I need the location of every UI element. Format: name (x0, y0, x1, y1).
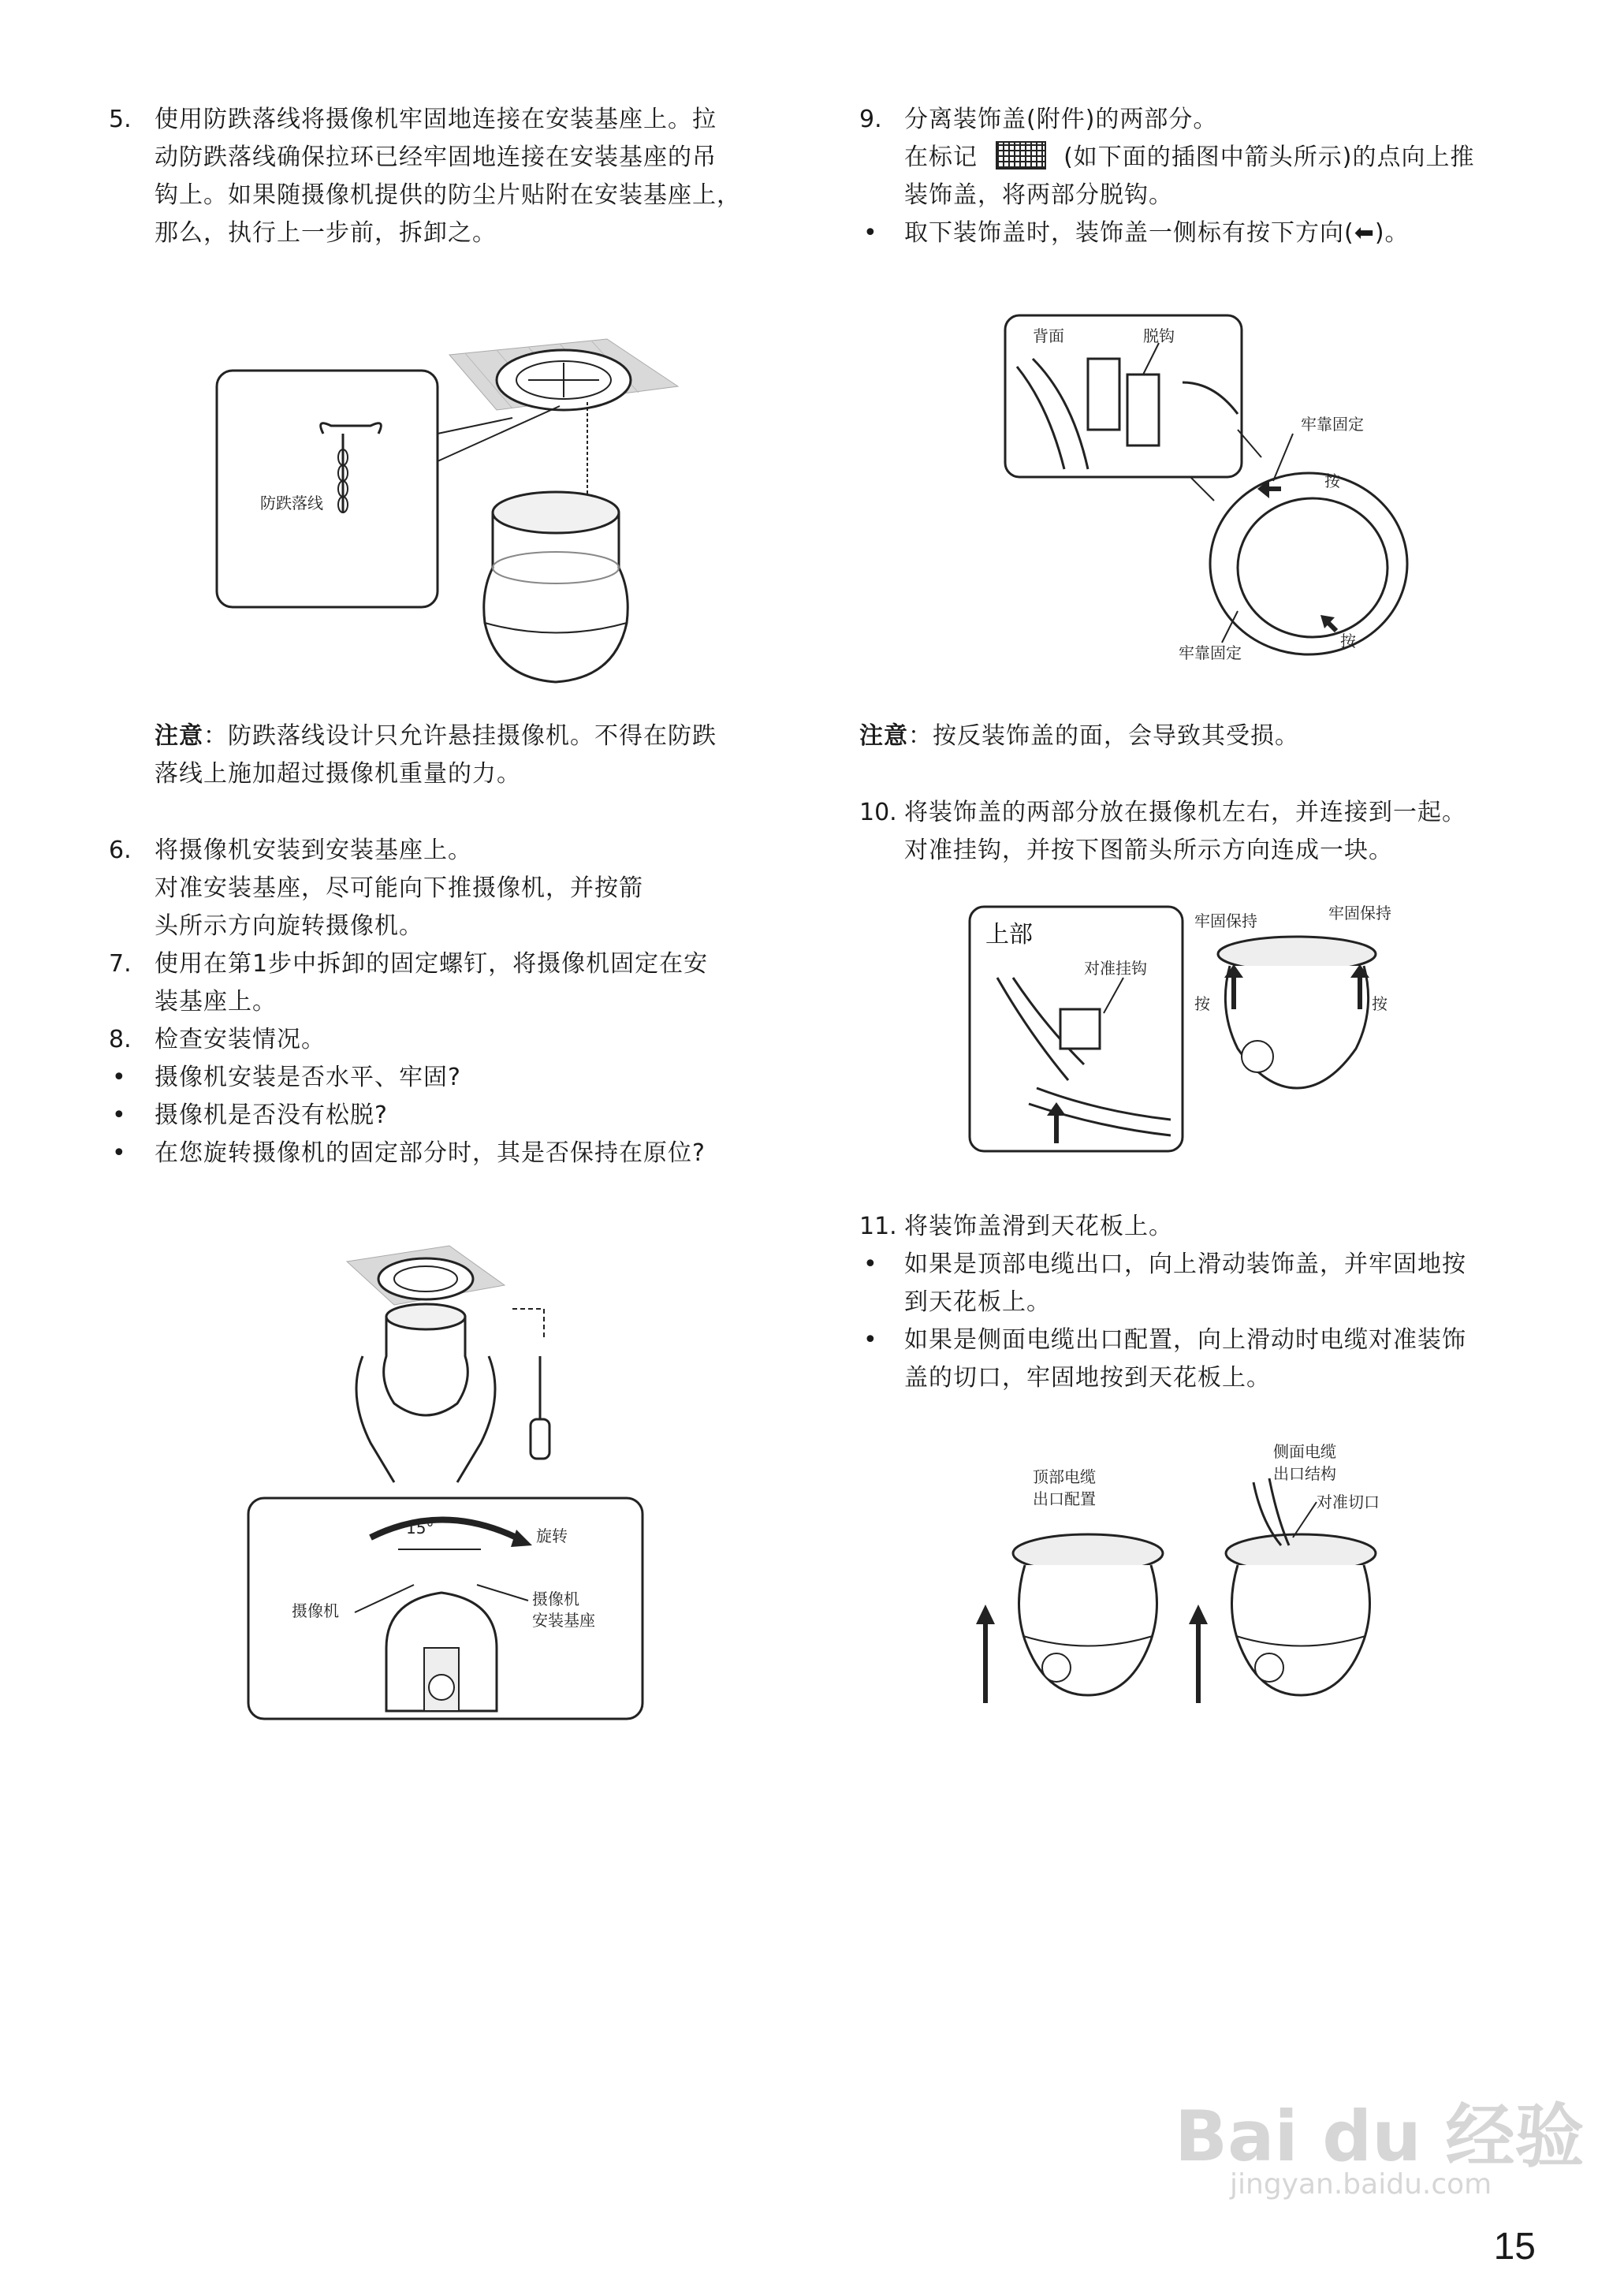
hold-left-label: 牢固保持 (1194, 911, 1257, 930)
step-10-line-1: 将装饰盖的两部分放在摄像机左右，并连接到一起。 (904, 799, 1466, 826)
unhook-label: 脱钩 (1143, 326, 1175, 345)
note-label: 注意 (859, 722, 908, 750)
step-7-line-1: 使用在第1步中拆卸的固定螺钉，将摄像机固定在安 (155, 950, 709, 978)
list-item: 取下装饰盖时，装饰盖一侧标有按下方向(⬅)。 (904, 219, 1410, 247)
step-9-line-2b: (如下面的插图中箭头所示)的点向上推 (1063, 144, 1475, 171)
step-9-line-2a: 在标记 (904, 144, 978, 171)
list-item-cont: 盖的切口，牢固地按到天花板上。 (904, 1364, 1271, 1392)
step-number: 5. (109, 106, 132, 133)
step-9-line-3: 装饰盖，将两部分脱钩。 (904, 181, 1173, 209)
list-item: 在您旋转摄像机的固定部分时，其是否保持在原位? (155, 1139, 706, 1167)
top-exit-label-1: 顶部电缆 (1033, 1467, 1096, 1486)
press-top-label: 按 (1324, 472, 1340, 490)
step-9-line-1: 分离装饰盖(附件)的两部分。 (904, 106, 1218, 133)
list-item: 如果是侧面电缆出口配置，向上滑动时电缆对准装饰 (904, 1326, 1466, 1354)
back-label: 背面 (1033, 326, 1064, 345)
fix-top-label: 牢靠固定 (1301, 415, 1364, 434)
step-number: 7. (109, 950, 132, 978)
press-right-label: 按 (1372, 994, 1387, 1013)
press-left-label: 按 (1194, 994, 1210, 1013)
step-number: 9. (859, 106, 882, 133)
rotate-label: 旋转 (536, 1526, 568, 1545)
list-item: 如果是顶部电缆出口，向上滑动装饰盖，并牢固地按 (904, 1250, 1466, 1278)
note-text: ：按反装饰盖的面，会导致其受损。 (908, 722, 1299, 750)
page-number: 15 (1493, 2226, 1536, 2268)
base-label-1: 摄像机 (532, 1590, 579, 1608)
step-5-line-4: 那么，执行上一步前，拆卸之。 (155, 219, 497, 247)
align-hook-label: 对准挂钩 (1084, 959, 1147, 978)
hold-right-label: 牢固保持 (1328, 904, 1391, 922)
note-text: ：防跌落线设计只允许悬挂摄像机。不得在防跌 (203, 722, 717, 750)
top-section-label: 上部 (985, 921, 1033, 949)
step-5-line-3: 钩上。如果随摄像机提供的防尘片贴附在安装基座上， (155, 181, 741, 209)
step-number: 8. (109, 1026, 132, 1053)
cable-exit-illustration (970, 1435, 1411, 1735)
side-exit-label-1: 侧面电缆 (1273, 1442, 1336, 1461)
fix-bottom-label: 牢靠固定 (1179, 643, 1242, 662)
side-exit-label-2: 出口结构 (1273, 1464, 1336, 1483)
mark-grid-icon (996, 141, 1046, 170)
step-6-line-1: 将摄像机安装到安装基座上。 (155, 837, 472, 864)
press-bottom-label: 按 (1340, 632, 1356, 650)
rotate-camera-illustration (244, 1238, 654, 1727)
step-number: 11. (859, 1213, 897, 1240)
angle-label: 15° (406, 1519, 434, 1538)
fall-wire-illustration (213, 331, 686, 702)
step-8-line: 检查安装情况。 (155, 1026, 326, 1053)
step-number: 6. (109, 837, 132, 864)
step-11-line: 将装饰盖滑到天花板上。 (904, 1213, 1173, 1240)
step-5-line-1: 使用防跌落线将摄像机牢固地连接在安装基座上。拉 (155, 106, 717, 133)
note-text-2: 落线上施加超过摄像机重量的力。 (155, 760, 521, 788)
step-5-line-2: 动防跌落线确保拉环已经牢固地连接在安装基座的吊 (155, 144, 717, 171)
base-label-2: 安装基座 (532, 1611, 595, 1630)
cover-attach-illustration (966, 899, 1407, 1159)
watermark-brand: Bai du 经验 (1175, 2096, 1585, 2177)
list-item-cont: 到天花板上。 (904, 1288, 1051, 1316)
align-cut-label: 对准切口 (1317, 1493, 1380, 1511)
step-6-line-3: 头所示方向旋转摄像机。 (155, 912, 423, 940)
cover-separation-illustration (1001, 311, 1411, 666)
step-6-line-2: 对准安装基座，尽可能向下推摄像机，并按箭 (155, 874, 643, 902)
camera-label: 摄像机 (292, 1601, 339, 1620)
fall-wire-label: 防跌落线 (260, 494, 323, 512)
list-item: 摄像机是否没有松脱? (155, 1101, 388, 1129)
watermark-url: jingyan.baidu.com (1230, 2168, 1492, 2201)
top-exit-label-2: 出口配置 (1033, 1489, 1096, 1508)
step-number: 10. (859, 799, 897, 826)
note-label: 注意 (155, 722, 203, 750)
step-7-line-2: 装基座上。 (155, 988, 277, 1016)
list-item: 摄像机安装是否水平、牢固? (155, 1064, 461, 1091)
step-10-line-2: 对准挂钩，并按下图箭头所示方向连成一块。 (904, 837, 1393, 864)
